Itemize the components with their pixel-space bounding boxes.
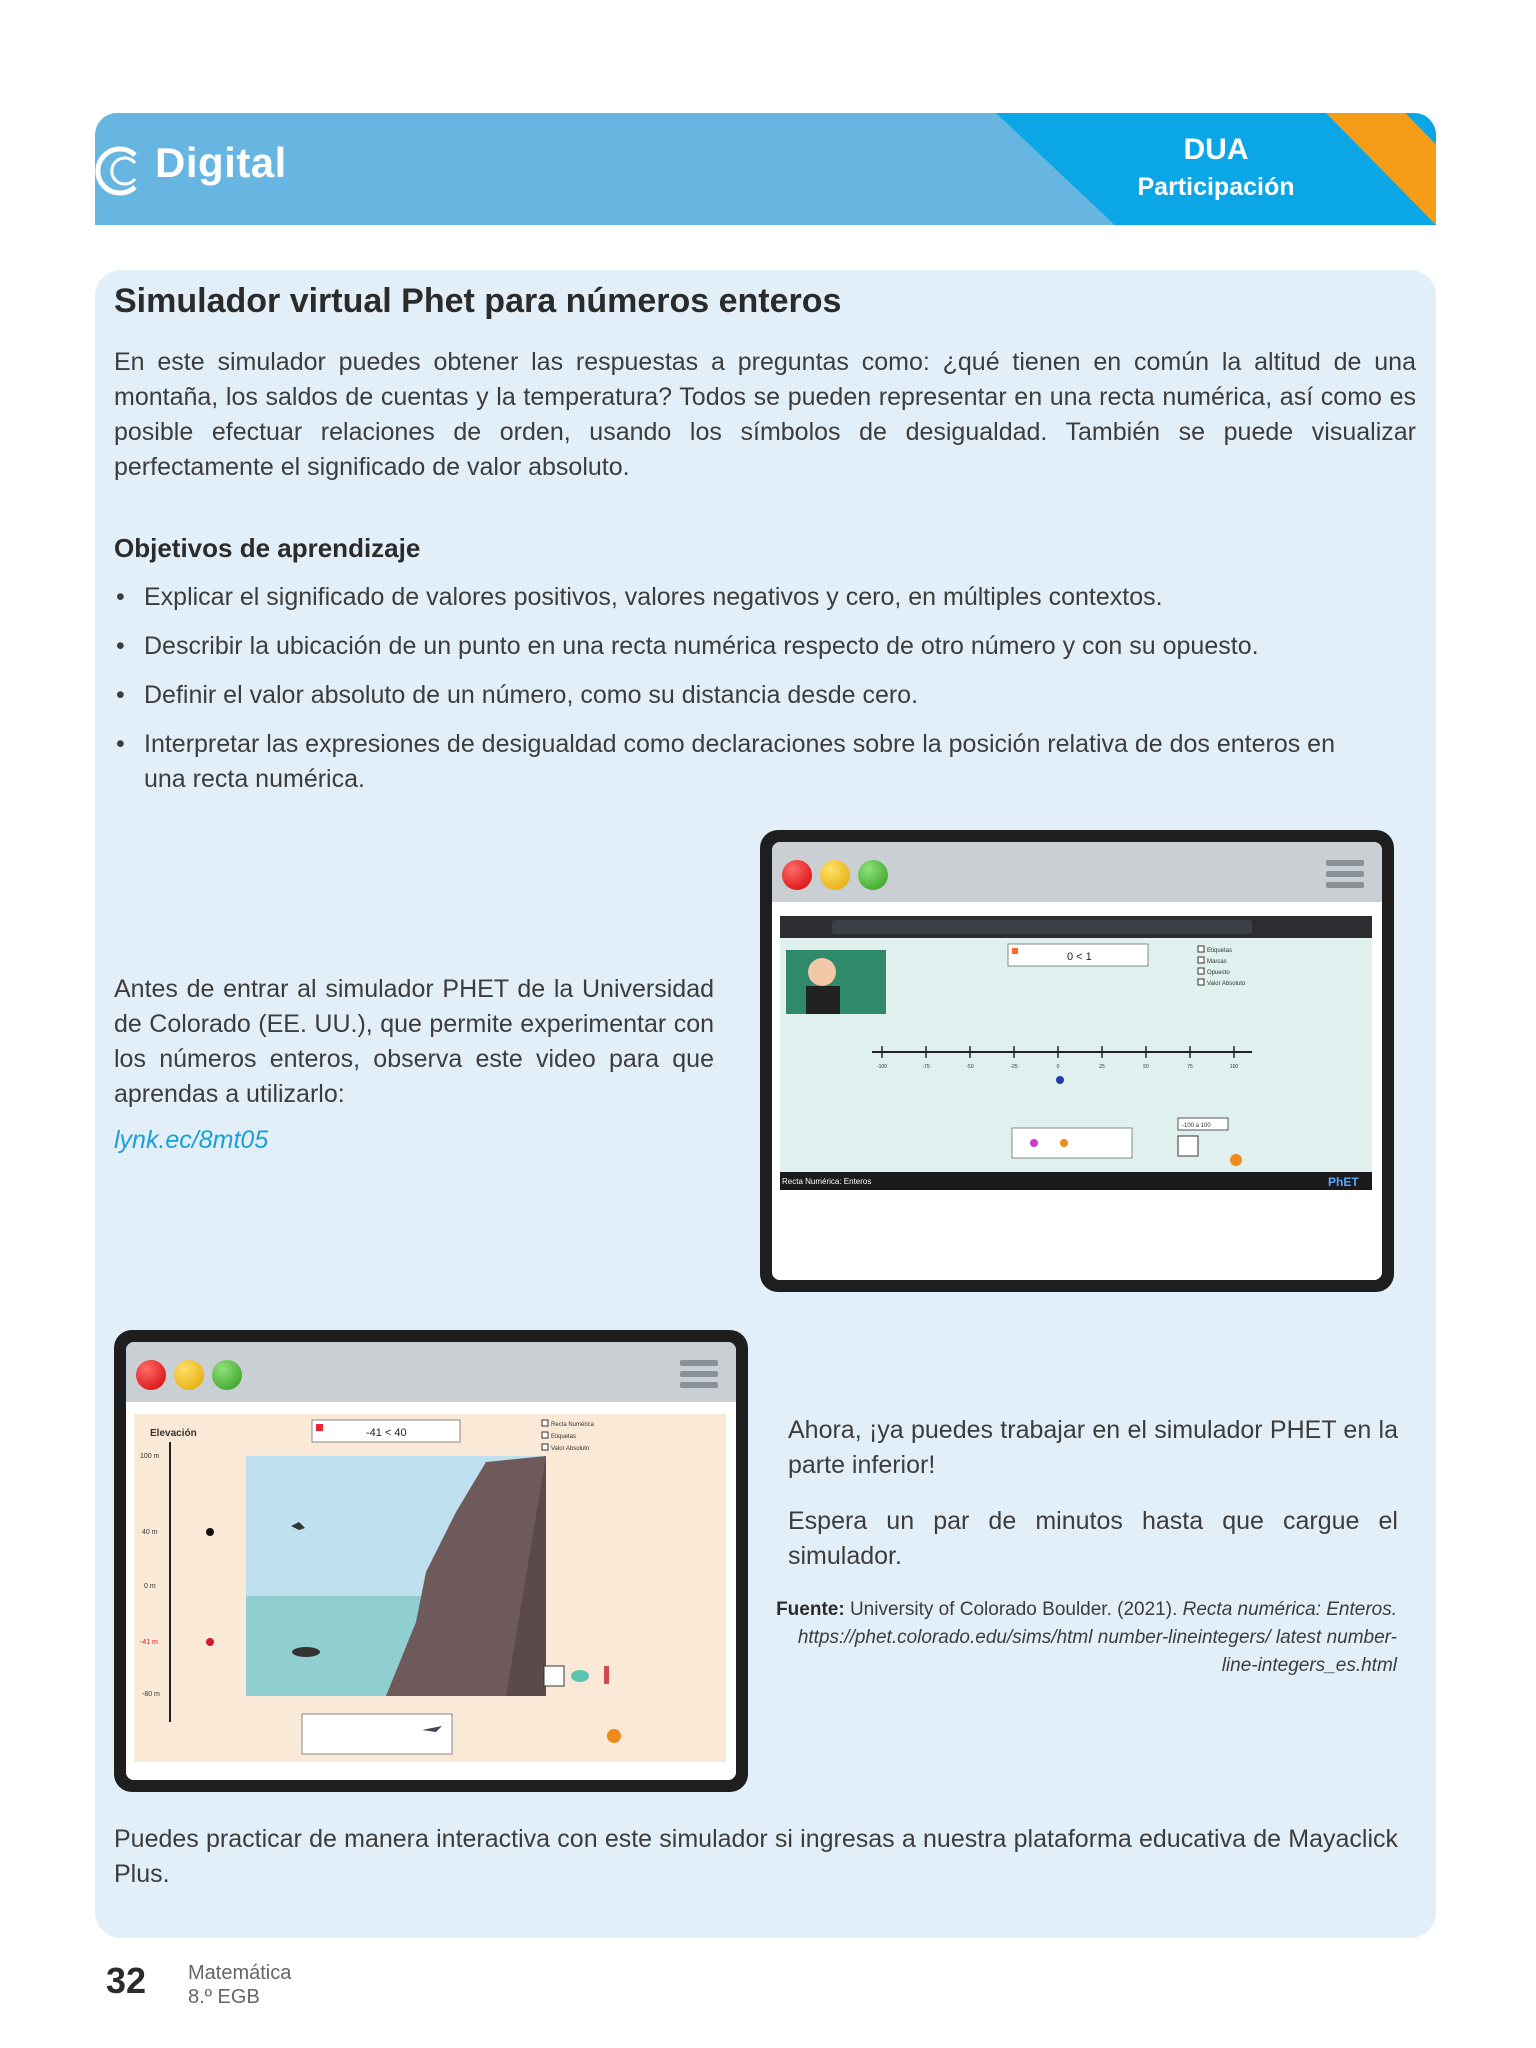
page-number: 32 [106, 1960, 147, 2001]
video-link[interactable]: lynk.ec/8mt05 [114, 1126, 269, 1154]
brand-title: Digital [155, 139, 287, 186]
practice-paragraph: Puedes practicar de manera interactiva con este simulador si ingresas a nuestra plataforma educativa de Mayaclick Plus. [114, 1825, 1398, 1888]
svg-text:-25: -25 [1010, 1064, 1018, 1070]
objective-item: • Describir la ubicación de un punto en una recta numérica respecto de otro número y con su opuesto. [114, 629, 1374, 664]
source-citation [770, 1596, 1397, 1680]
window-titlebar [772, 842, 1382, 902]
objective-item: • Interpretar las expresiones de desigualdad como declaraciones sobre la posición relativa de dos enteros en una recta numérica. [114, 727, 1374, 797]
svg-text:-80 m: -80 m [142, 1691, 160, 1698]
source-label: Fuente: [776, 1599, 845, 1620]
svg-text:Valor Absoluto: Valor Absoluto [551, 1446, 590, 1452]
svg-text:-50: -50 [966, 1064, 974, 1070]
phet-brand: PhET [1328, 1175, 1359, 1189]
section-title: Simulador virtual Phet para números enteros [114, 282, 842, 320]
svg-text:-100: -100 [876, 1064, 888, 1070]
window-titlebar [126, 1342, 736, 1402]
svg-text:Valor Absoluto: Valor Absoluto [1207, 981, 1246, 987]
maximize-dot-icon [858, 860, 888, 890]
simulator-screenshot-number-line [760, 830, 1394, 1292]
source-text: University of Colorado Boulder. (2021). [849, 1599, 1178, 1620]
subject-label: Matemática [188, 1962, 292, 1984]
svg-text:0 m: 0 m [144, 1583, 156, 1590]
svg-text:100: 100 [1229, 1064, 1239, 1070]
close-dot-icon [782, 860, 812, 890]
svg-text:50: 50 [1143, 1064, 1149, 1070]
sim-tab-label: Recta Numérica: Enteros [782, 1177, 872, 1186]
axis-title: Elevación [150, 1428, 197, 1439]
svg-text:75: 75 [1187, 1064, 1193, 1070]
minimize-dot-icon [174, 1360, 204, 1390]
simulator-screenshot-elevation [114, 1330, 748, 1792]
svg-text:0: 0 [1056, 1064, 1060, 1070]
objectives-heading: Objetivos de aprendizaje [114, 533, 421, 563]
objectives-list [114, 580, 1374, 811]
svg-text:-75: -75 [922, 1064, 930, 1070]
intro-paragraph: En este simulador puedes obtener las respuestas a preguntas como: ¿qué tienen en común la altitud de una montaña, los saldos de cuentas y la temperatura? Todos se pueden representar en una recta numérica, así como es posible efectuar relaciones de orden, usando los símbolos de desigualdad. También se puede visualizar perfectamente el significado de valor absoluto. [114, 348, 1416, 481]
svg-text:Etiquetas: Etiquetas [551, 1434, 577, 1440]
grade-label: 8.º EGB [188, 1986, 260, 2008]
number-line-sim-capture [772, 902, 1382, 1280]
minimize-dot-icon [820, 860, 850, 890]
menu-icon [680, 1360, 718, 1390]
objective-item: • Definir el valor absoluto de un número, como su distancia desde cero. [114, 678, 1374, 713]
menu-icon [1326, 860, 1364, 890]
video-instructions: Antes de entrar al simulador PHET de la Universidad de Colorado (EE. UU.), que permite experimentar con los números enteros, observa este video para que aprendas a utilizarlo: [114, 975, 714, 1108]
svg-text:25: 25 [1099, 1064, 1105, 1070]
dua-title: DUA [1183, 133, 1249, 166]
wait-text: Espera un par de minutos hasta que cargue el simulador. [788, 1507, 1398, 1570]
objective-item: • Explicar el significado de valores positivos, valores negativos y cero, en múltiples contextos. [114, 580, 1374, 615]
dua-subtitle: Participación [1137, 173, 1295, 201]
start-simulator-text: Ahora, ¡ya puedes trabajar en el simulador PHET en la parte inferior! [788, 1416, 1398, 1479]
elevation-sim-capture [126, 1402, 736, 1780]
comparison-expression: -41 < 40 [366, 1427, 407, 1439]
header-banner [95, 113, 1436, 225]
svg-text:100 m: 100 m [140, 1453, 160, 1460]
svg-text:-100 a 100: -100 a 100 [1182, 1123, 1211, 1129]
digital-logo-icon [95, 143, 145, 199]
svg-text:40 m: 40 m [142, 1529, 158, 1536]
source-reference: Recta numérica: Enteros. https://phet.colorado.edu/sims/html number-lineintegers/ latest number- line-integers_es.html [797, 1599, 1397, 1676]
close-dot-icon [136, 1360, 166, 1390]
svg-text:Etiquetas: Etiquetas [1207, 948, 1233, 954]
svg-text:-41 m: -41 m [140, 1639, 158, 1646]
svg-text:Recta Numérica: Recta Numérica [551, 1422, 595, 1428]
svg-text:Opuesto: Opuesto [1207, 970, 1230, 976]
maximize-dot-icon [212, 1360, 242, 1390]
svg-text:Marcas: Marcas [1207, 959, 1227, 965]
comparison-expression: 0 < 1 [1067, 951, 1092, 963]
